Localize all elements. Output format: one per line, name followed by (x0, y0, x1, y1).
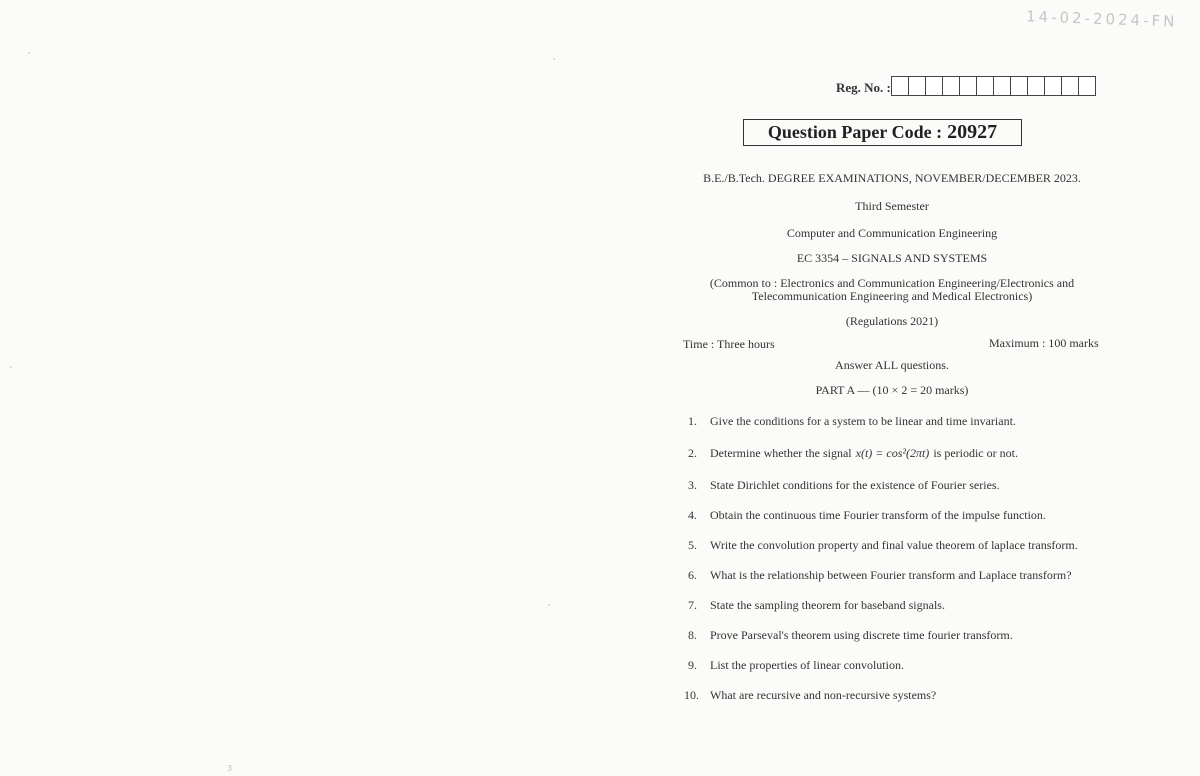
reg-no-boxes[interactable] (892, 76, 1096, 96)
common-to-line-2: Telecommunication Engineering and Medical Electronics) (751, 289, 1033, 303)
question-paper-code-label: Question Paper Code : (767, 122, 943, 142)
question-number: 6. (688, 568, 697, 582)
reg-no-box[interactable] (1027, 76, 1045, 96)
question-number: 7. (688, 598, 697, 612)
maximum-marks: Maximum : 100 marks (989, 336, 1099, 350)
question-text: What are recursive and non-recursive systems? (710, 688, 937, 702)
regulations: (Regulations 2021) (845, 314, 939, 328)
scan-speck (10, 366, 12, 368)
question-number: 10. (684, 688, 699, 702)
question-number: 2. (688, 446, 697, 460)
reg-no-box[interactable] (993, 76, 1011, 96)
question-number: 1. (688, 414, 697, 428)
question-text: Prove Parseval's theorem using discrete time fourier transform. (710, 628, 1013, 642)
question-text-start: Determine whether the signal (710, 446, 852, 460)
math-expression: x(t) = cos²(2πt) (855, 446, 930, 460)
reg-no-box[interactable] (942, 76, 960, 96)
reg-no-box[interactable] (1061, 76, 1079, 96)
question-number: 5. (688, 538, 697, 552)
page-number: 3 (227, 764, 233, 773)
handwritten-date-note: 14-02-2024-FN (1025, 7, 1178, 31)
question-number: 9. (688, 658, 697, 672)
question-paper-code-box (743, 119, 1022, 146)
question-text: Write the convolution property and final value theorem of laplace transform. (710, 538, 1078, 552)
time-allowed: Time : Three hours (683, 337, 775, 351)
reg-no-box[interactable] (925, 76, 943, 96)
scan-speck (553, 58, 555, 60)
semester: Third Semester (855, 199, 929, 213)
question-text: List the properties of linear convolution. (710, 658, 904, 672)
scan-speck (548, 604, 550, 606)
question-number: 3. (688, 478, 697, 492)
reg-no-box[interactable] (891, 76, 909, 96)
part-a-heading: PART A — (10 × 2 = 20 marks) (815, 383, 969, 397)
reg-no-box[interactable] (908, 76, 926, 96)
question-text: Give the conditions for a system to be linear and time invariant. (710, 414, 1016, 428)
scan-speck (28, 52, 30, 54)
question-text-end: is periodic or not. (933, 446, 1018, 460)
instruction: Answer ALL questions. (835, 358, 949, 372)
reg-no-label: Reg. No. : (836, 80, 891, 95)
exam-title: B.E./B.Tech. DEGREE EXAMINATIONS, NOVEMBER/DECEMBER 2023. (703, 171, 1081, 185)
question-paper-code-number: 20927 (947, 121, 998, 143)
question-text (710, 446, 1018, 461)
reg-no-box[interactable] (1078, 76, 1096, 96)
question-text: State the sampling theorem for baseband signals. (710, 598, 945, 612)
course-title: EC 3354 – SIGNALS AND SYSTEMS (796, 251, 988, 265)
reg-no-box[interactable] (959, 76, 977, 96)
question-text: Obtain the continuous time Fourier transform of the impulse function. (710, 508, 1046, 522)
department: Computer and Communication Engineering (786, 226, 998, 240)
reg-no-box[interactable] (1044, 76, 1062, 96)
reg-no-box[interactable] (976, 76, 994, 96)
common-to-line-1: (Common to : Electronics and Communication Engineering/Electronics and (709, 276, 1075, 290)
question-number: 8. (688, 628, 697, 642)
question-text: What is the relationship between Fourier transform and Laplace transform? (710, 568, 1072, 582)
question-number: 4. (688, 508, 697, 522)
reg-no-box[interactable] (1010, 76, 1028, 96)
question-text: State Dirichlet conditions for the existence of Fourier series. (710, 478, 1000, 492)
